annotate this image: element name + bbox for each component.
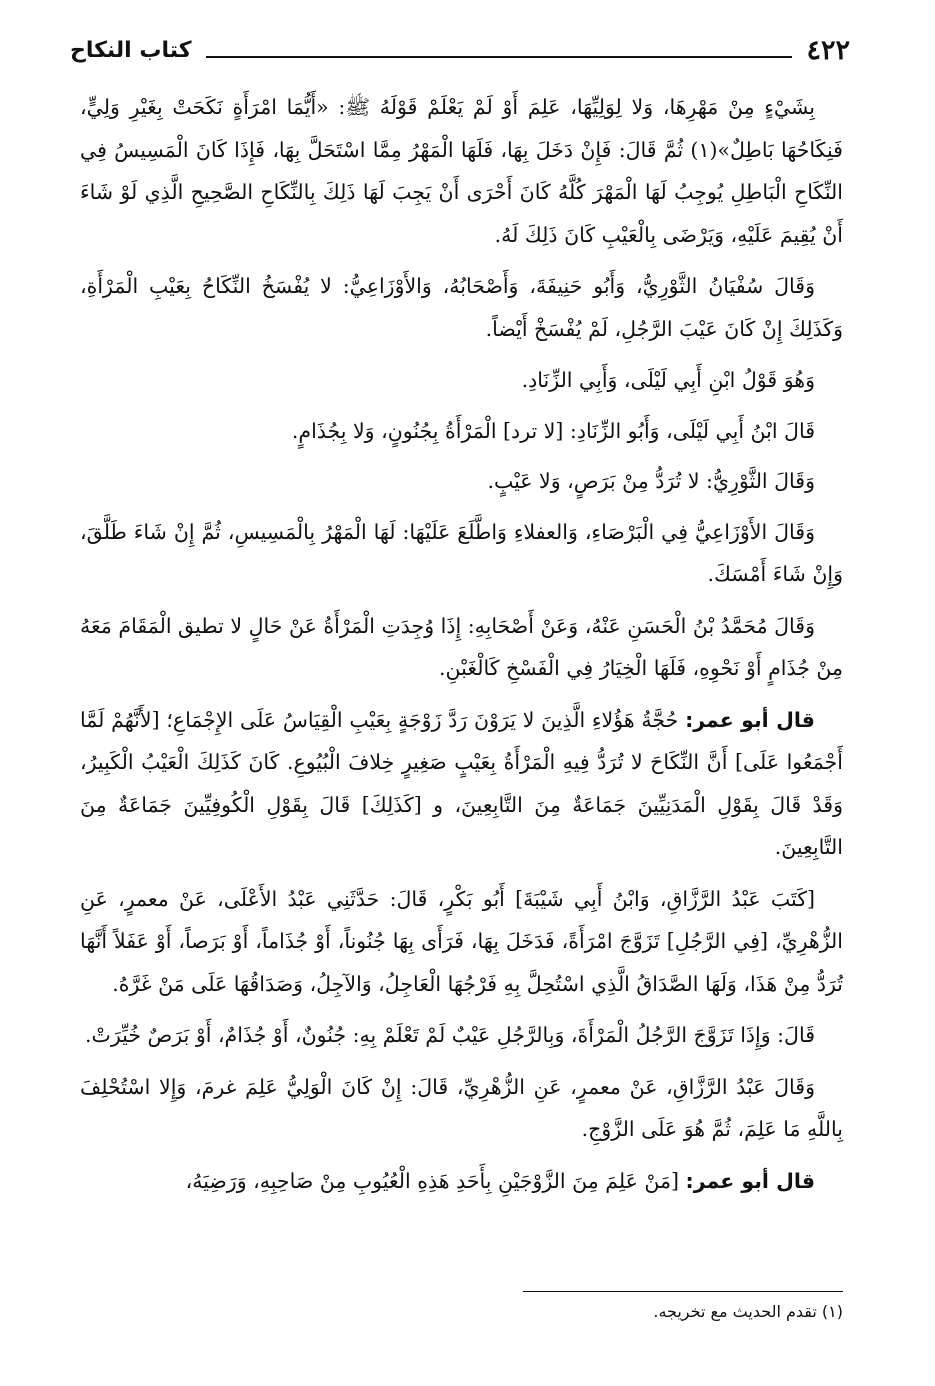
header-rule xyxy=(206,56,793,58)
paragraph-text: وَقَالَ الأَوْزَاعِيُّ فِي الْبَرْصَاءِ، وَالعفلاءِ وَاطَّلَعَ عَلَيْهَا: لَهَا الْمَهْرُ بِالْمَسِيسِ، ثُمَّ إِنْ شَاءَ طَلَّقَ، وَإِنْ شَاءَ أَمْسَكَ. xyxy=(80,519,843,586)
paragraph-1 xyxy=(80,86,843,256)
paragraph-4 xyxy=(80,410,843,453)
paragraph-3 xyxy=(80,359,843,402)
footnote: (١) تقدم الحديث مع تخريجه. xyxy=(653,1302,843,1321)
paragraph-text: قَالَ ابْنُ أَبِي لَيْلَى، وَأَبُو الزِّنَادِ: [لا ترد] الْمَرْأَةُ بِجُنُونٍ، وَلا بِجُذَامٍ. xyxy=(291,418,815,443)
book-title: كتاب النكاح xyxy=(70,37,192,63)
paragraph-lead: قال أبو عمر: xyxy=(685,1168,815,1193)
paragraph-6 xyxy=(80,511,843,596)
paragraph-2 xyxy=(80,265,843,350)
footnote-rule xyxy=(523,1291,843,1292)
page-body xyxy=(80,86,843,1211)
paragraph-text: وَقَالَ مُحَمَّدُ بْنُ الْحَسَنِ عَنْهُ، وَعَنْ أَصْحَابِهِ: إِذَا وُجِدَتِ الْمَرْأَةُ عَنْ حَالٍ لا تطيق الْمَقَامَ مَعَهُ مِنْ جُذَامٍ أَوْ نَحْوِهِ، فَلَهَا الْخِيَارُ فِي الْفَسْخِ كَالْغَبْنِ. xyxy=(80,613,843,680)
paragraph-8 xyxy=(80,699,843,869)
page-number: ٤٢٢ xyxy=(806,34,850,66)
page-header xyxy=(70,30,850,70)
paragraph-text: حُجَّةُ هَؤُلاءِ الَّذِينَ لا يَرَوْنَ رَدَّ زَوْجَةٍ بِعَيْبِ الْقِيَاسُ عَلَى الإِجْمَاعِ؛ [لأَنَّهُمْ لَمَّا أَجْمَعُوا عَلَى] أَنَّ النِّكَاحَ لا تُرَدُّ فِيهِ الْمَرْأَةُ بِعَيْبٍ صَغِيرٍ خِلافَ الْبُيُوعِ. كَانَ كَذَلِكَ الْعَيْبُ الْكَبِيرُ، وَقَدْ قَالَ بِقَوْلِ الْمَدَنِيِّينَ جَمَاعَةٌ مِنَ التَّابِعِينَ، و [كَذَلِكَ] قَالَ بِقَوْلِ الْكُوفِيِّينَ جَمَاعَةٌ مِنَ التَّابِعِينَ. xyxy=(80,707,843,859)
paragraph-9 xyxy=(80,878,843,1006)
paragraph-text: بِشَيْءٍ مِنْ مَهْرِهَا، وَلا لِوَلِيِّهَا، عَلِمَ أَوْ لَمْ يَعْلَمْ قَوْلَهُ ﷺ: «أَيُّمَا امْرَأَةٍ نَكَحَتْ بِغَيْرِ وَلِيٍّ، فَنِكَاحُهَا بَاطِلٌ»(١) ثُمَّ قَالَ: فَإِنْ دَخَلَ بِهَا، فَلَهَا الْمَهْرُ مِمَّا اسْتَحَلَّ بِهَا، فَإِذَا كَانَ الْمَسِيسُ فِي النِّكَاحِ الْبَاطِلِ يُوجِبُ لَهَا الْمَهْرَ كُلَّهُ كَانَ أَحْرَى أَنْ يَجِبَ لَهَا ذَلِكَ بِالنِّكَاحِ الصَّحِيحِ الَّذِي لَوْ شَاءَ أَنْ يُقِيمَ عَلَيْهِ، وَيَرْضَى بِالْعَيْبِ كَانَ ذَلِكَ لَهُ. xyxy=(80,95,843,247)
paragraph-5 xyxy=(80,460,843,503)
paragraph-11 xyxy=(80,1066,843,1151)
paragraph-12 xyxy=(80,1160,843,1203)
paragraph-text: وَقَالَ عَبْدُ الرَّزَّاقِ، عَنْ معمرٍ، عَنِ الزُّهْرِيِّ، قَالَ: إِنْ كَانَ الْوَلِيُّ عَلِمَ غرمَ، وَإِلا اسْتُحْلِفَ بِاللَّهِ مَا عَلِمَ، ثُمَّ هُوَ عَلَى الزَّوْجِ. xyxy=(80,1074,843,1141)
paragraph-lead: قال أبو عمر: xyxy=(685,707,815,732)
paragraph-text: [مَنْ عَلِمَ مِنَ الزَّوْجَيْنِ بِأَحَدِ هَذِهِ الْعُيُوبِ مِنْ صَاحِبِهِ، وَرَضِيَهُ، xyxy=(185,1168,679,1193)
paragraph-7 xyxy=(80,605,843,690)
paragraph-text: وَهُوَ قَوْلُ ابْنِ أَبِي لَيْلَى، وَأَبِي الزِّنَادِ. xyxy=(521,368,815,392)
paragraph-text: وَقَالَ الثَّوْرِيُّ: لا تُرَدُّ مِنْ بَرَصٍ، وَلا عَيْبٍ. xyxy=(487,469,815,493)
paragraph-10 xyxy=(80,1014,843,1057)
paragraph-text: قَالَ: وَإِذَا تَزَوَّجَ الرَّجُلُ الْمَرْأَةَ، وَبِالرَّجُلِ عَيْبٌ لَمْ تَعْلَمْ بِهِ: جُنُونٌ، أَوْ جُذَامٌ، أَوْ بَرَصٌ خُيِّرَتْ. xyxy=(85,1023,815,1047)
paragraph-text: [كَتَبَ عَبْدُ الرَّزَّاقِ، وَابْنُ أَبِي شَيْبَةَ] أَبُو بَكْرٍ، قَالَ: حَدَّثَنِي عَبْدُ الأَعْلَى، عَنْ معمرٍ، عَنِ الزُّهْرِيِّ، [فِي الرَّجُلِ] تَزَوَّجَ امْرَأَةً، فَدَخَلَ بِهَا، فَرَأَى بِهَا جُنُوناً، أَوْ جُذَاماً، أَوْ بَرَصاً، أَوْ عَفَلاً أَنَّهَا تُرَدُّ مِنْ هَذَا، وَلَهَا الصَّدَاقُ الَّذِي اسْتُحِلَّ بِهِ فَرْجُهَا الْعَاجِلُ، وَالآجِلُ، وَصَدَاقُهَا عَلَى مَنْ غَرَّهُ. xyxy=(80,886,843,996)
paragraph-text: وَقَالَ سُفْيَانُ الثَّوْرِيُّ، وَأَبُو حَنِيفَةَ، وَأَصْحَابُهُ، وَالأَوْزَاعِيُّ: لا يُفْسَخُ النِّكَاحُ بِعَيْبِ الْمَرْأَةِ، وَكَذَلِكَ إِنْ كَانَ عَيْبَ الرَّجُلِ، لَمْ يُفْسَخْ أَيْضاً. xyxy=(80,274,843,341)
